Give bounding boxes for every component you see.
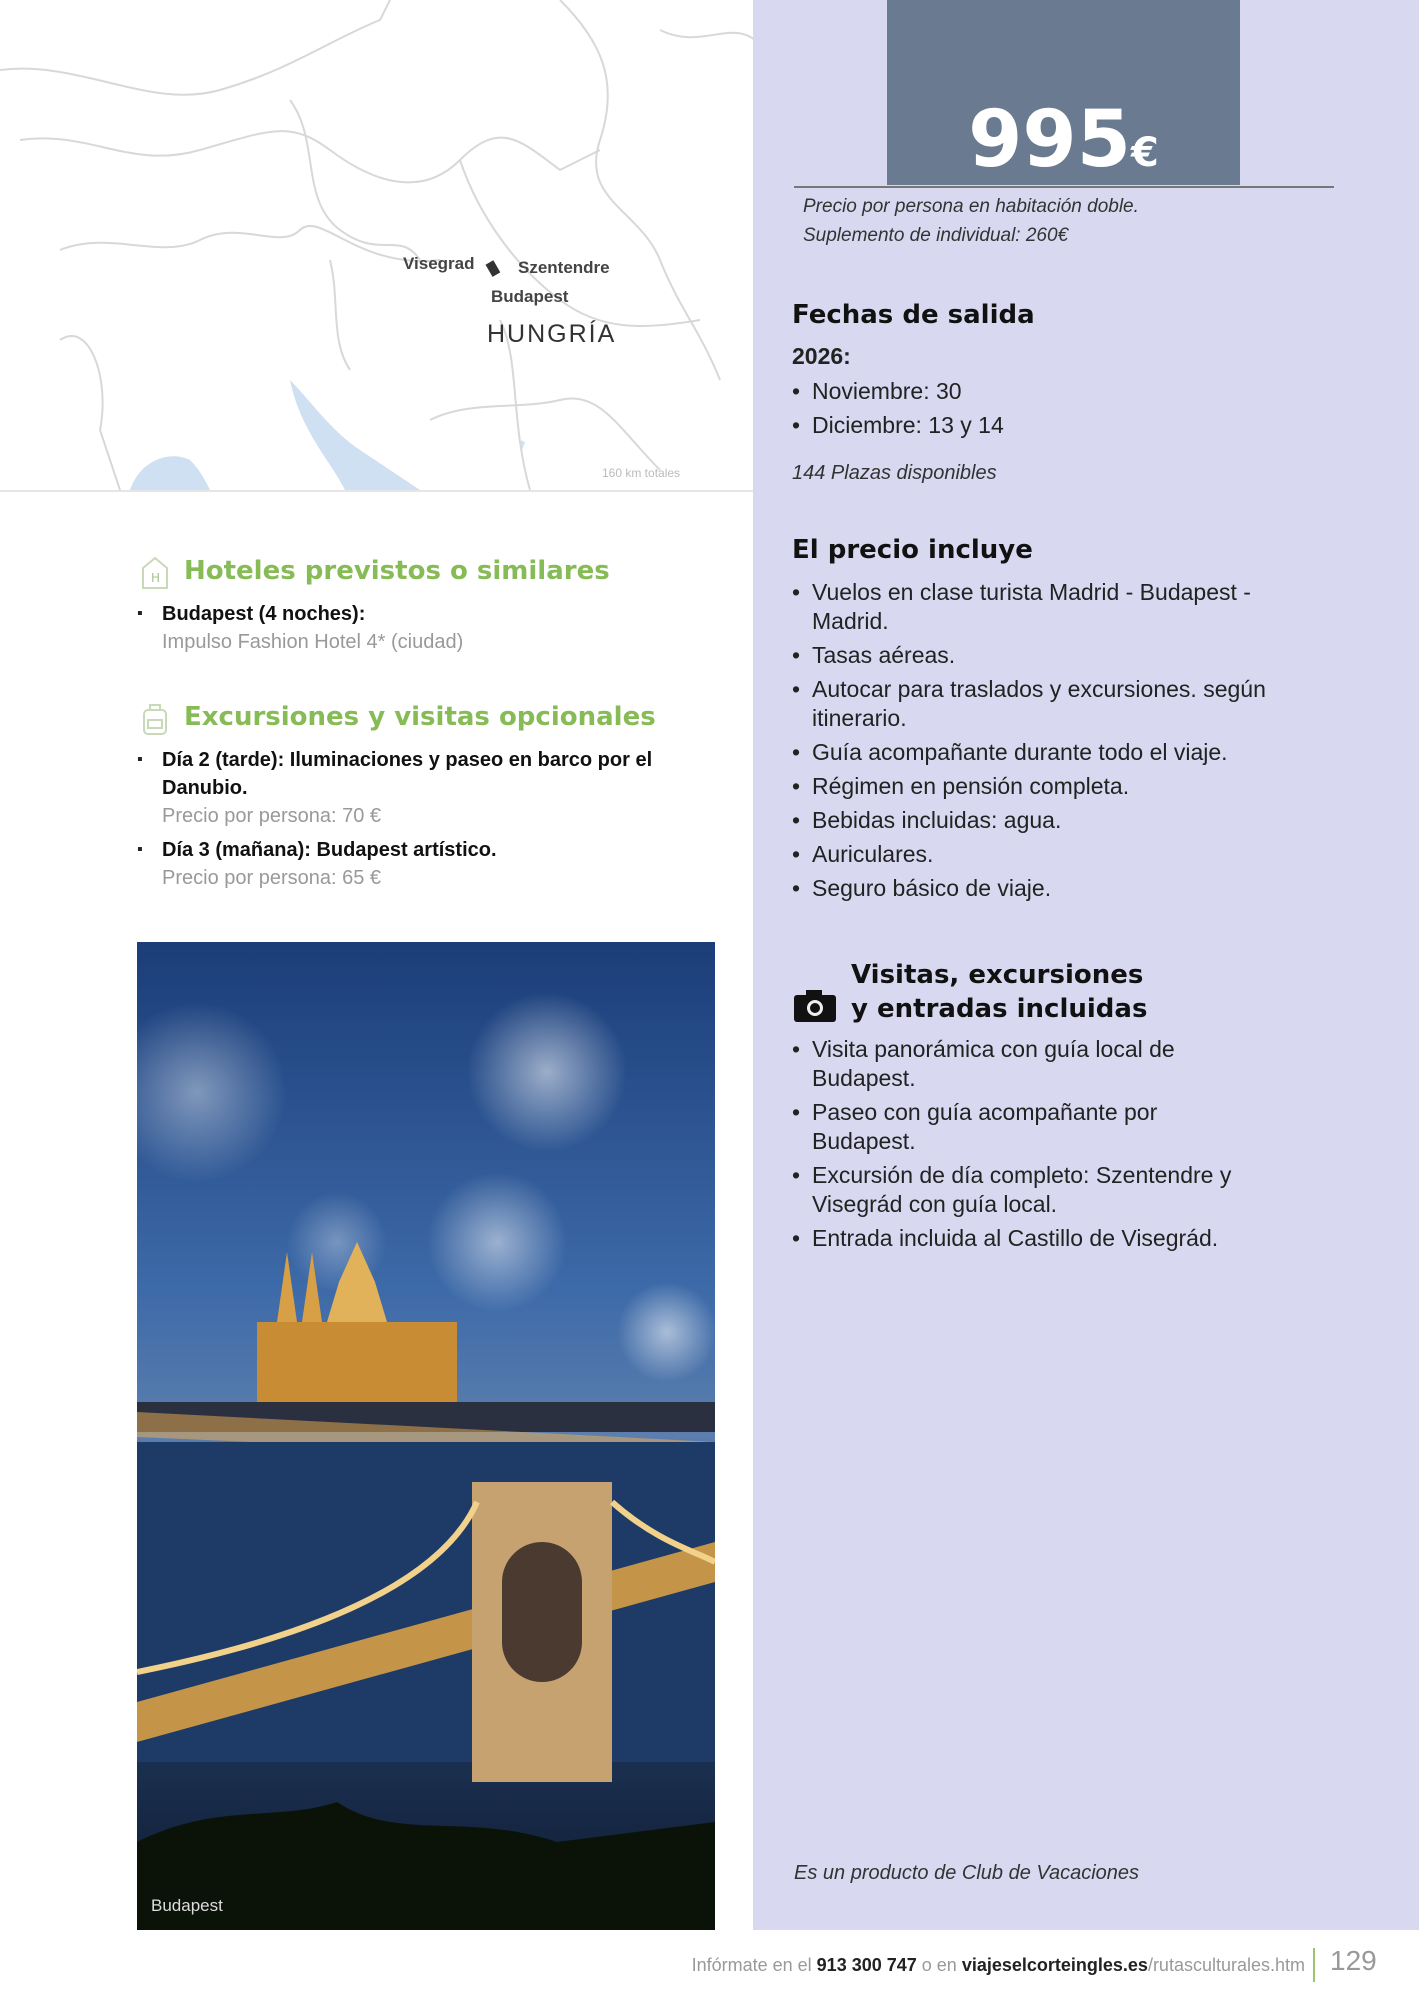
map-label-szentendre: Szentendre	[518, 258, 610, 277]
budapest-photo	[137, 942, 715, 1930]
optional-list	[137, 746, 707, 898]
visits-item: • Paseo con guía acompañante por Budapest.	[792, 1098, 1212, 1156]
optional-item	[137, 746, 707, 830]
price-divider	[794, 186, 1334, 188]
footer-site-path[interactable]: /rutasculturales.htm	[1147, 1955, 1305, 1975]
map-label-visegrad: Visegrad	[403, 254, 475, 273]
visits-title	[851, 958, 1147, 1026]
photo-illustration	[137, 942, 715, 1930]
visits-item: • Visita panorámica con guía local de Budapest.	[792, 1035, 1212, 1093]
includes-item: • Autocar para traslados y excursiones. según itinerario.	[792, 675, 1322, 733]
price-currency: €	[1130, 130, 1159, 176]
optional-item	[137, 836, 707, 892]
departure-date: • Noviembre: 30	[792, 377, 1004, 406]
footer-contact	[585, 1950, 1305, 1980]
optional-name: Día 3 (mañana): Budapest artístico.	[162, 839, 497, 861]
footer-mid: o en	[916, 1955, 962, 1975]
svg-text:H: H	[151, 571, 161, 585]
includes-item: • Guía acompañante durante todo el viaje.	[792, 738, 1322, 767]
route-map	[0, 0, 755, 492]
product-note: Es un producto de Club de Vacaciones	[794, 1862, 1140, 1884]
departures-title: Fechas de salida	[792, 300, 1035, 330]
map-scale: 160 km totales	[602, 466, 681, 480]
hotel-icon	[140, 556, 170, 595]
price-note-double: Precio por persona en habitación doble.	[803, 196, 1139, 217]
includes-item: • Auriculares.	[792, 840, 1322, 869]
footer-site-link[interactable]: viajeselcorteingles.es	[961, 1955, 1148, 1975]
visits-item: • Excursión de día completo: Szentendre y Visegrád con guía local.	[792, 1161, 1312, 1219]
hotels-list	[137, 600, 717, 662]
hotel-item	[137, 600, 717, 656]
departures-year: 2026:	[792, 343, 851, 369]
includes-item: • Vuelos en clase turista Madrid - Budapest - Madrid.	[792, 578, 1322, 636]
visits-title-line2: y entradas incluidas	[851, 994, 1148, 1024]
optional-price: Precio por persona: 65 €	[162, 867, 382, 889]
price-amount: 995	[968, 95, 1131, 185]
hotels-title: Hoteles previstos o similares	[184, 556, 610, 586]
hotel-city: Budapest (4 noches):	[162, 603, 366, 625]
photo-caption: Budapest	[151, 1896, 223, 1915]
price-note-single: Suplemento de individual: 260€	[803, 225, 1069, 246]
backpack-icon	[142, 702, 168, 741]
map-label-budapest: Budapest	[491, 287, 569, 306]
optional-title: Excursiones y visitas opcionales	[184, 702, 656, 732]
map-label-country: HUNGRÍA	[487, 320, 617, 348]
footer-phone[interactable]: 913 300 747	[816, 1955, 917, 1975]
camera-icon	[794, 990, 836, 1027]
visits-list	[792, 1035, 1312, 1258]
visits-item: • Entrada incluida al Castillo de Visegrád.	[792, 1224, 1312, 1253]
footer-pre: Infórmate en el	[691, 1955, 817, 1975]
departure-dates	[792, 377, 1004, 445]
optional-name: Día 2 (tarde): Iluminaciones y paseo en barco por el Danubio.	[162, 749, 653, 799]
hotel-name: Impulso Fashion Hotel 4* (ciudad)	[162, 631, 464, 653]
price-value	[887, 95, 1240, 198]
includes-item: • Bebidas incluidas: agua.	[792, 806, 1322, 835]
map-graphic	[0, 0, 755, 490]
includes-item: • Tasas aéreas.	[792, 641, 1322, 670]
includes-item: • Régimen en pensión completa.	[792, 772, 1322, 801]
includes-list	[792, 578, 1322, 908]
price-notes	[803, 192, 1139, 250]
includes-item: • Seguro básico de viaje.	[792, 874, 1322, 903]
includes-title: El precio incluye	[792, 535, 1033, 565]
seats-available: 144 Plazas disponibles	[792, 462, 997, 484]
page-number: 129	[1330, 1945, 1377, 1976]
optional-price: Precio por persona: 70 €	[162, 805, 382, 827]
visits-title-line1: Visitas, excursiones	[851, 960, 1144, 990]
footer-divider	[1313, 1948, 1315, 1982]
departure-date: • Diciembre: 13 y 14	[792, 411, 1004, 440]
